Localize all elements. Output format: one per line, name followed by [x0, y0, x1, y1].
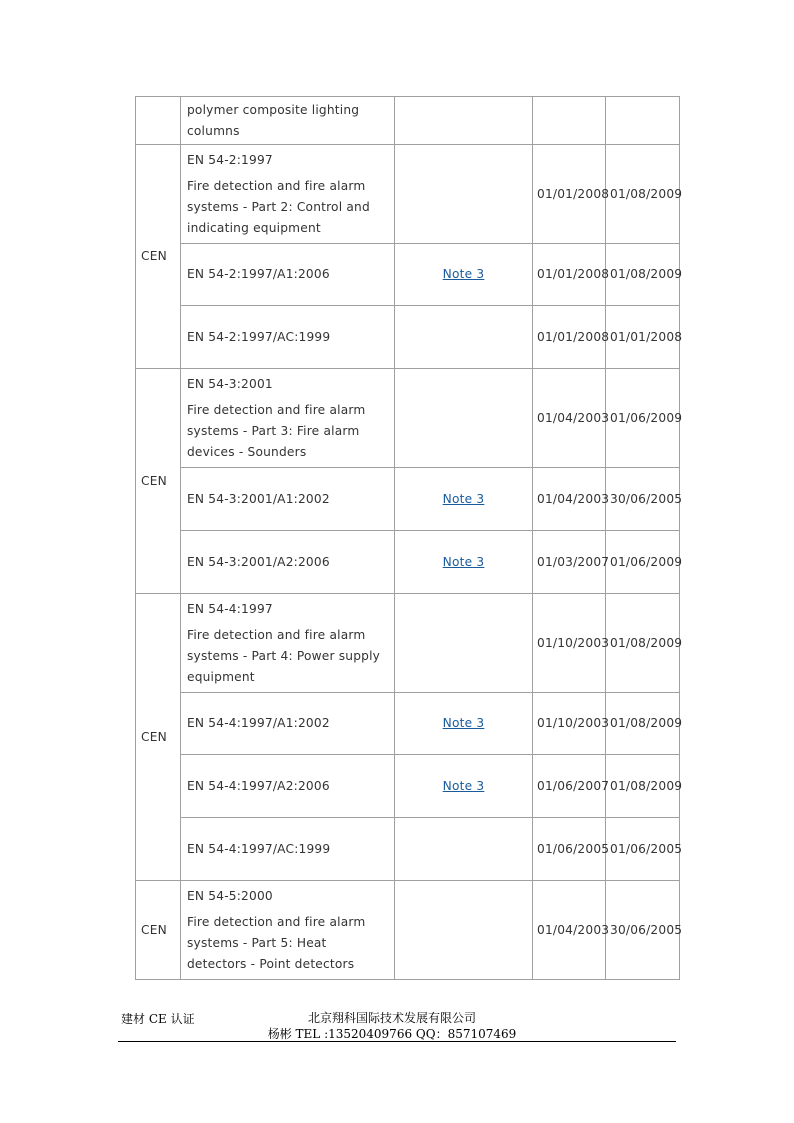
- standard-cell: [181, 881, 395, 980]
- date-start-cell: 01/01/2008: [533, 244, 606, 306]
- table-row: [136, 818, 680, 881]
- date-end-cell: 01/08/2009: [606, 594, 680, 693]
- standard-code: EN 54-5:2000: [187, 888, 273, 903]
- standard-cell: [181, 531, 395, 594]
- date-end-cell: 30/06/2005: [606, 468, 680, 531]
- note-link[interactable]: Note 3: [442, 554, 485, 569]
- date-end-cell: 01/06/2009: [606, 531, 680, 594]
- date-start-cell: [533, 97, 606, 145]
- note-cell: [395, 468, 533, 531]
- footer-divider: [118, 1041, 676, 1042]
- table-row: [136, 693, 680, 755]
- org-cell: CEN: [136, 369, 181, 594]
- date-end-cell: 01/08/2009: [606, 693, 680, 755]
- standard-title: Fire detection and fire alarm systems - Part 4: Power supply equipment: [187, 627, 381, 684]
- standards-table: [135, 96, 683, 980]
- standard-title: polymer composite lighting columns: [187, 102, 360, 138]
- org-cell: [136, 97, 181, 145]
- date-start-cell: 01/01/2008: [533, 145, 606, 244]
- table-row: [136, 468, 680, 531]
- table-row: [136, 306, 680, 369]
- date-start-cell: 01/03/2007: [533, 531, 606, 594]
- date-start-cell: 01/04/2003: [533, 468, 606, 531]
- table-row: [136, 755, 680, 818]
- table-row: [136, 594, 680, 693]
- org-cell: CEN: [136, 594, 181, 881]
- standard-code: EN 54-2:1997/A1:2006: [187, 267, 330, 281]
- table-row: [136, 531, 680, 594]
- note-link[interactable]: Note 3: [442, 716, 485, 730]
- note-cell: [395, 594, 533, 693]
- org-cell: CEN: [136, 145, 181, 369]
- date-end-cell: 01/06/2009: [606, 369, 680, 468]
- date-start-cell: 01/01/2008: [533, 306, 606, 369]
- standard-code: EN 54-4:1997: [187, 601, 273, 616]
- date-start-cell: 01/10/2003: [533, 594, 606, 693]
- table-row: [136, 244, 680, 306]
- standard-code: EN 54-3:2001: [187, 376, 273, 391]
- note-cell: [395, 306, 533, 369]
- date-start-cell: 01/10/2003: [533, 693, 606, 755]
- date-end-cell: [606, 97, 680, 145]
- table-row: [136, 881, 680, 980]
- note-link[interactable]: Note 3: [442, 778, 485, 793]
- note-cell: [395, 97, 533, 145]
- standard-code: EN 54-3:2001/A1:2002: [187, 491, 330, 506]
- table-row: [136, 97, 680, 145]
- org-cell: CEN: [136, 881, 181, 980]
- note-cell: [395, 145, 533, 244]
- note-link[interactable]: Note 3: [442, 267, 485, 281]
- footer-company-name: 北京翔科国际技术发展有限公司: [307, 1011, 476, 1025]
- footer-company-info: [262, 1010, 522, 1042]
- standard-cell: [181, 594, 395, 693]
- note-cell: [395, 693, 533, 755]
- standard-title: Fire detection and fire alarm systems - Part 5: Heat detectors - Point detectors: [187, 914, 366, 971]
- date-start-cell: 01/04/2003: [533, 881, 606, 980]
- standard-title: Fire detection and fire alarm systems - Part 3: Fire alarm devices - Sounders: [187, 402, 366, 459]
- note-link[interactable]: Note 3: [442, 491, 485, 506]
- note-cell: [395, 369, 533, 468]
- standard-code: EN 54-4:1997/A1:2002: [187, 716, 330, 730]
- standard-code: EN 54-4:1997/A2:2006: [187, 778, 330, 793]
- date-end-cell: 30/06/2005: [606, 881, 680, 980]
- standard-cell: [181, 755, 395, 818]
- footer-left-label: 建材 CE 认证: [121, 1012, 195, 1026]
- date-end-cell: 01/08/2009: [606, 244, 680, 306]
- table-row: [136, 369, 680, 468]
- standard-cell: [181, 244, 395, 306]
- standard-cell: [181, 145, 395, 244]
- date-end-cell: 01/08/2009: [606, 755, 680, 818]
- table-row: [136, 145, 680, 244]
- note-cell: [395, 818, 533, 881]
- note-cell: [395, 755, 533, 818]
- standard-code: EN 54-4:1997/AC:1999: [187, 841, 331, 856]
- standard-cell: [181, 693, 395, 755]
- date-end-cell: 01/08/2009: [606, 145, 680, 244]
- note-cell: [395, 244, 533, 306]
- date-start-cell: 01/06/2005: [533, 818, 606, 881]
- standard-cell: [181, 97, 395, 145]
- date-start-cell: 01/04/2003: [533, 369, 606, 468]
- standard-cell: [181, 468, 395, 531]
- standard-title: Fire detection and fire alarm systems - Part 2: Control and indicating equipment: [187, 178, 370, 235]
- note-cell: [395, 531, 533, 594]
- standard-cell: [181, 818, 395, 881]
- standard-code: EN 54-2:1997: [187, 152, 273, 167]
- date-end-cell: 01/01/2008: [606, 306, 680, 369]
- footer-contact: 杨彬 TEL :13520409766 QQ：857107469: [267, 1027, 517, 1041]
- standard-cell: [181, 369, 395, 468]
- date-start-cell: 01/06/2007: [533, 755, 606, 818]
- date-end-cell: 01/06/2005: [606, 818, 680, 881]
- standard-code: EN 54-2:1997/AC:1999: [187, 329, 331, 344]
- standard-cell: [181, 306, 395, 369]
- standard-code: EN 54-3:2001/A2:2006: [187, 554, 330, 569]
- note-cell: [395, 881, 533, 980]
